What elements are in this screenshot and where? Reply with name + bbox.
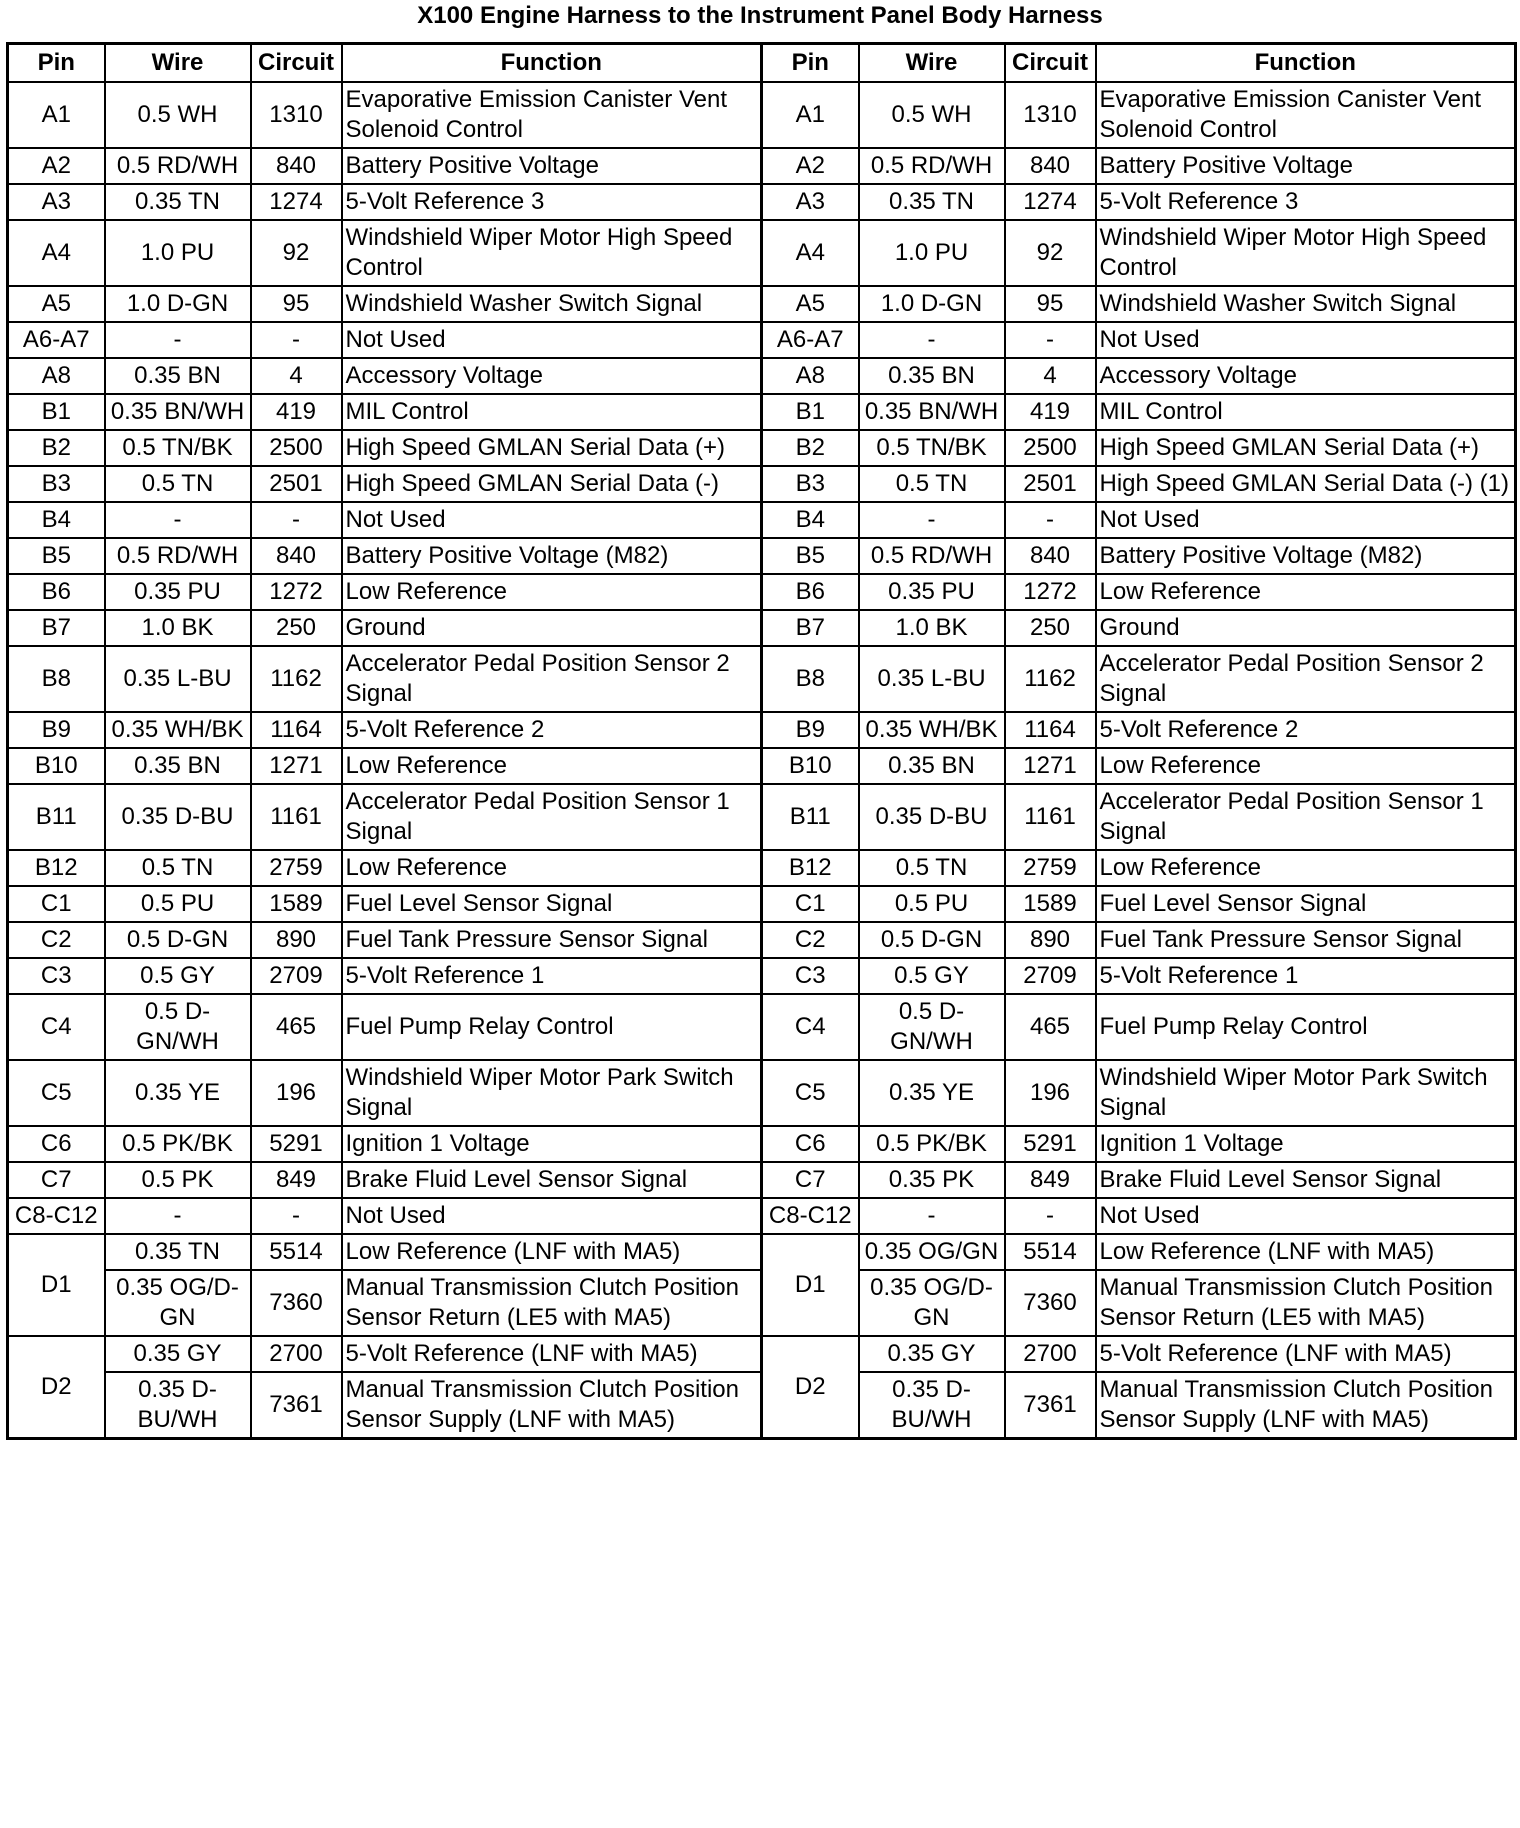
circuit-cell: 1161 xyxy=(1005,784,1096,850)
function-cell: Brake Fluid Level Sensor Signal xyxy=(1096,1162,1516,1198)
function-cell: Not Used xyxy=(1096,1198,1516,1234)
circuit-cell: 7360 xyxy=(251,1270,342,1336)
function-cell: MIL Control xyxy=(342,394,762,430)
circuit-cell: 5291 xyxy=(1005,1126,1096,1162)
pin-cell: C3 xyxy=(8,958,105,994)
wire-cell: 0.5 RD/WH xyxy=(105,538,251,574)
pin-cell: B4 xyxy=(762,502,859,538)
wire-cell: 0.5 WH xyxy=(105,82,251,148)
circuit-cell: 840 xyxy=(251,148,342,184)
function-cell: Fuel Tank Pressure Sensor Signal xyxy=(1096,922,1516,958)
pin-cell: B7 xyxy=(8,610,105,646)
pin-cell: B8 xyxy=(8,646,105,712)
circuit-cell: - xyxy=(1005,322,1096,358)
function-cell: Battery Positive Voltage xyxy=(1096,148,1516,184)
function-cell: Manual Transmission Clutch Position Sensor Supply (LNF with MA5) xyxy=(1096,1372,1516,1439)
pin-cell: B9 xyxy=(762,712,859,748)
circuit-cell: 840 xyxy=(1005,538,1096,574)
pin-cell: C6 xyxy=(762,1126,859,1162)
circuit-cell: 2700 xyxy=(1005,1336,1096,1372)
function-cell: Not Used xyxy=(342,502,762,538)
wire-cell: 0.5 PK xyxy=(105,1162,251,1198)
wire-cell: 0.35 GY xyxy=(859,1336,1005,1372)
pin-cell: B5 xyxy=(762,538,859,574)
table-row xyxy=(8,712,1516,748)
circuit-cell: 7361 xyxy=(1005,1372,1096,1439)
function-cell: Fuel Pump Relay Control xyxy=(1096,994,1516,1060)
circuit-cell: 1164 xyxy=(1005,712,1096,748)
wire-cell: 0.35 BN xyxy=(105,748,251,784)
table-row xyxy=(8,748,1516,784)
pin-cell: C1 xyxy=(8,886,105,922)
pin-cell: B1 xyxy=(8,394,105,430)
table-row xyxy=(8,958,1516,994)
table-row xyxy=(8,922,1516,958)
function-cell: High Speed GMLAN Serial Data (+) xyxy=(342,430,762,466)
table-header-row xyxy=(8,44,1516,83)
circuit-cell: 890 xyxy=(251,922,342,958)
function-cell: Fuel Pump Relay Control xyxy=(342,994,762,1060)
pin-cell: C2 xyxy=(762,922,859,958)
function-cell: Ignition 1 Voltage xyxy=(342,1126,762,1162)
wire-cell: 0.5 PU xyxy=(105,886,251,922)
wire-cell: 0.35 L-BU xyxy=(859,646,1005,712)
column-header-function: Function xyxy=(1096,44,1516,83)
wire-cell: 0.35 L-BU xyxy=(105,646,251,712)
circuit-cell: 465 xyxy=(1005,994,1096,1060)
circuit-cell: 1162 xyxy=(1005,646,1096,712)
pin-cell: B4 xyxy=(8,502,105,538)
circuit-cell: 1272 xyxy=(1005,574,1096,610)
wire-cell: 1.0 PU xyxy=(105,220,251,286)
table-row xyxy=(8,994,1516,1060)
wire-cell: 0.5 D-GN/WH xyxy=(859,994,1005,1060)
pin-cell: B8 xyxy=(762,646,859,712)
pin-cell: C4 xyxy=(8,994,105,1060)
wire-cell: 0.35 OG/GN xyxy=(859,1234,1005,1270)
wire-cell: 0.35 YE xyxy=(859,1060,1005,1126)
pin-cell: A8 xyxy=(762,358,859,394)
table-row xyxy=(8,322,1516,358)
function-cell: Low Reference xyxy=(342,850,762,886)
table-body xyxy=(8,82,1516,1439)
function-cell: Accessory Voltage xyxy=(1096,358,1516,394)
table-row xyxy=(8,610,1516,646)
circuit-cell: 196 xyxy=(1005,1060,1096,1126)
table-row xyxy=(8,1336,1516,1372)
wire-cell: 0.5 GY xyxy=(105,958,251,994)
table-row xyxy=(8,1060,1516,1126)
wire-cell: 0.35 TN xyxy=(105,1234,251,1270)
function-cell: 5-Volt Reference 1 xyxy=(1096,958,1516,994)
function-cell: Fuel Tank Pressure Sensor Signal xyxy=(342,922,762,958)
function-cell: Manual Transmission Clutch Position Sensor Return (LE5 with MA5) xyxy=(1096,1270,1516,1336)
circuit-cell: 419 xyxy=(251,394,342,430)
function-cell: Windshield Washer Switch Signal xyxy=(1096,286,1516,322)
pin-cell: B10 xyxy=(8,748,105,784)
wire-cell: 0.5 RD/WH xyxy=(859,148,1005,184)
pin-cell: A8 xyxy=(8,358,105,394)
circuit-cell: 196 xyxy=(251,1060,342,1126)
function-cell: Accelerator Pedal Position Sensor 2 Signal xyxy=(1096,646,1516,712)
function-cell: Not Used xyxy=(342,1198,762,1234)
circuit-cell: 1589 xyxy=(251,886,342,922)
wire-cell: 0.5 RD/WH xyxy=(105,148,251,184)
pin-cell: C8-C12 xyxy=(762,1198,859,1234)
table-row xyxy=(8,784,1516,850)
circuit-cell: 2709 xyxy=(1005,958,1096,994)
circuit-cell: 1589 xyxy=(1005,886,1096,922)
pin-cell: D2 xyxy=(8,1336,105,1439)
wire-cell: - xyxy=(105,1198,251,1234)
circuit-cell: 92 xyxy=(251,220,342,286)
wire-cell: 1.0 D-GN xyxy=(859,286,1005,322)
table-row xyxy=(8,466,1516,502)
function-cell: Low Reference xyxy=(1096,850,1516,886)
circuit-cell: 5291 xyxy=(251,1126,342,1162)
circuit-cell: - xyxy=(251,502,342,538)
wire-cell: 0.35 PU xyxy=(105,574,251,610)
circuit-cell: 1274 xyxy=(251,184,342,220)
wire-cell: - xyxy=(105,502,251,538)
table-row xyxy=(8,850,1516,886)
table-row xyxy=(8,358,1516,394)
pin-cell: A5 xyxy=(762,286,859,322)
column-header-pin: Pin xyxy=(762,44,859,83)
wire-cell: 0.5 D-GN/WH xyxy=(105,994,251,1060)
pin-cell: B2 xyxy=(8,430,105,466)
pin-cell: B1 xyxy=(762,394,859,430)
circuit-cell: 7361 xyxy=(251,1372,342,1439)
wire-cell: 0.35 TN xyxy=(105,184,251,220)
table-row xyxy=(8,1234,1516,1270)
pin-cell: C4 xyxy=(762,994,859,1060)
circuit-cell: 4 xyxy=(251,358,342,394)
column-header-circuit: Circuit xyxy=(251,44,342,83)
pin-cell: A1 xyxy=(8,82,105,148)
wire-cell: 0.5 TN/BK xyxy=(105,430,251,466)
wire-cell: 0.35 TN xyxy=(859,184,1005,220)
function-cell: Accelerator Pedal Position Sensor 2 Signal xyxy=(342,646,762,712)
wire-cell: 0.35 OG/D-GN xyxy=(859,1270,1005,1336)
circuit-cell: 1164 xyxy=(251,712,342,748)
circuit-cell: - xyxy=(1005,502,1096,538)
table-row xyxy=(8,502,1516,538)
wire-cell: 0.35 WH/BK xyxy=(105,712,251,748)
table-row xyxy=(8,1126,1516,1162)
wire-cell: 0.5 D-GN xyxy=(105,922,251,958)
pin-cell: B12 xyxy=(8,850,105,886)
circuit-cell: - xyxy=(251,322,342,358)
circuit-cell: - xyxy=(251,1198,342,1234)
function-cell: High Speed GMLAN Serial Data (-) xyxy=(342,466,762,502)
circuit-cell: 2501 xyxy=(1005,466,1096,502)
circuit-cell: 95 xyxy=(1005,286,1096,322)
function-cell: Battery Positive Voltage (M82) xyxy=(342,538,762,574)
circuit-cell: 2759 xyxy=(251,850,342,886)
circuit-cell: 849 xyxy=(251,1162,342,1198)
function-cell: Windshield Wiper Motor High Speed Control xyxy=(1096,220,1516,286)
wire-cell: 1.0 BK xyxy=(105,610,251,646)
function-cell: Low Reference xyxy=(1096,748,1516,784)
wire-cell: 0.5 WH xyxy=(859,82,1005,148)
circuit-cell: 1310 xyxy=(251,82,342,148)
wire-cell: 0.35 BN xyxy=(859,358,1005,394)
function-cell: Low Reference (LNF with MA5) xyxy=(342,1234,762,1270)
wire-cell: 0.5 TN xyxy=(105,466,251,502)
wire-cell: - xyxy=(859,322,1005,358)
pin-cell: A4 xyxy=(8,220,105,286)
circuit-cell: 2700 xyxy=(251,1336,342,1372)
function-cell: Accelerator Pedal Position Sensor 1 Signal xyxy=(1096,784,1516,850)
connector-pinout-table xyxy=(6,42,1517,1440)
wire-cell: 0.35 BN xyxy=(105,358,251,394)
circuit-cell: - xyxy=(1005,1198,1096,1234)
function-cell: 5-Volt Reference (LNF with MA5) xyxy=(342,1336,762,1372)
circuit-cell: 7360 xyxy=(1005,1270,1096,1336)
pin-cell: B3 xyxy=(8,466,105,502)
pin-cell: C8-C12 xyxy=(8,1198,105,1234)
pin-cell: A3 xyxy=(762,184,859,220)
circuit-cell: 2709 xyxy=(251,958,342,994)
function-cell: Not Used xyxy=(1096,322,1516,358)
function-cell: Evaporative Emission Canister Vent Solenoid Control xyxy=(342,82,762,148)
function-cell: Not Used xyxy=(342,322,762,358)
pin-cell: A2 xyxy=(8,148,105,184)
pin-cell: D2 xyxy=(762,1336,859,1439)
wire-cell: 0.35 D-BU/WH xyxy=(105,1372,251,1439)
wire-cell: 0.35 PU xyxy=(859,574,1005,610)
pin-cell: B10 xyxy=(762,748,859,784)
wire-cell: 0.35 YE xyxy=(105,1060,251,1126)
function-cell: Accessory Voltage xyxy=(342,358,762,394)
pin-cell: A2 xyxy=(762,148,859,184)
pin-cell: D1 xyxy=(8,1234,105,1336)
table-row xyxy=(8,394,1516,430)
circuit-cell: 840 xyxy=(1005,148,1096,184)
function-cell: 5-Volt Reference 2 xyxy=(1096,712,1516,748)
circuit-cell: 2500 xyxy=(1005,430,1096,466)
pin-cell: B2 xyxy=(762,430,859,466)
circuit-cell: 1310 xyxy=(1005,82,1096,148)
function-cell: High Speed GMLAN Serial Data (+) xyxy=(1096,430,1516,466)
pin-cell: B6 xyxy=(8,574,105,610)
circuit-cell: 2500 xyxy=(251,430,342,466)
function-cell: Fuel Level Sensor Signal xyxy=(1096,886,1516,922)
wire-cell: - xyxy=(859,1198,1005,1234)
table-row xyxy=(8,430,1516,466)
wire-cell: 1.0 BK xyxy=(859,610,1005,646)
column-header-pin: Pin xyxy=(8,44,105,83)
circuit-cell: 4 xyxy=(1005,358,1096,394)
circuit-cell: 890 xyxy=(1005,922,1096,958)
wire-cell: 0.35 BN/WH xyxy=(859,394,1005,430)
function-cell: Windshield Wiper Motor Park Switch Signal xyxy=(342,1060,762,1126)
pin-cell: B5 xyxy=(8,538,105,574)
circuit-cell: 419 xyxy=(1005,394,1096,430)
circuit-cell: 92 xyxy=(1005,220,1096,286)
function-cell: Battery Positive Voltage xyxy=(342,148,762,184)
circuit-cell: 95 xyxy=(251,286,342,322)
circuit-cell: 1162 xyxy=(251,646,342,712)
function-cell: Low Reference xyxy=(342,748,762,784)
circuit-cell: 849 xyxy=(1005,1162,1096,1198)
circuit-cell: 2501 xyxy=(251,466,342,502)
table-row xyxy=(8,886,1516,922)
wire-cell: 0.5 PK/BK xyxy=(859,1126,1005,1162)
wire-cell: 0.5 GY xyxy=(859,958,1005,994)
wire-cell: 0.35 BN xyxy=(859,748,1005,784)
pin-cell: B3 xyxy=(762,466,859,502)
wire-cell: 0.35 GY xyxy=(105,1336,251,1372)
circuit-cell: 465 xyxy=(251,994,342,1060)
function-cell: 5-Volt Reference 2 xyxy=(342,712,762,748)
table-row xyxy=(8,220,1516,286)
circuit-cell: 1272 xyxy=(251,574,342,610)
pin-cell: C5 xyxy=(762,1060,859,1126)
circuit-cell: 5514 xyxy=(251,1234,342,1270)
function-cell: Ground xyxy=(1096,610,1516,646)
pin-cell: A1 xyxy=(762,82,859,148)
pin-cell: A4 xyxy=(762,220,859,286)
pin-cell: C7 xyxy=(762,1162,859,1198)
wire-cell: 0.5 PK/BK xyxy=(105,1126,251,1162)
function-cell: Windshield Washer Switch Signal xyxy=(342,286,762,322)
pin-cell: A6-A7 xyxy=(8,322,105,358)
pin-cell: C5 xyxy=(8,1060,105,1126)
function-cell: Ignition 1 Voltage xyxy=(1096,1126,1516,1162)
pin-cell: C3 xyxy=(762,958,859,994)
pin-cell: B6 xyxy=(762,574,859,610)
wire-cell: 0.5 TN/BK xyxy=(859,430,1005,466)
table-row xyxy=(8,1162,1516,1198)
circuit-cell: 5514 xyxy=(1005,1234,1096,1270)
wire-cell: 0.5 D-GN xyxy=(859,922,1005,958)
table-row xyxy=(8,646,1516,712)
pin-cell: B11 xyxy=(762,784,859,850)
wire-cell: 0.35 D-BU xyxy=(105,784,251,850)
pin-cell: C2 xyxy=(8,922,105,958)
function-cell: Evaporative Emission Canister Vent Solenoid Control xyxy=(1096,82,1516,148)
function-cell: Fuel Level Sensor Signal xyxy=(342,886,762,922)
wire-cell: - xyxy=(105,322,251,358)
circuit-cell: 2759 xyxy=(1005,850,1096,886)
function-cell: MIL Control xyxy=(1096,394,1516,430)
column-header-wire: Wire xyxy=(105,44,251,83)
pin-cell: A3 xyxy=(8,184,105,220)
function-cell: Low Reference (LNF with MA5) xyxy=(1096,1234,1516,1270)
function-cell: 5-Volt Reference (LNF with MA5) xyxy=(1096,1336,1516,1372)
wire-cell: 0.35 WH/BK xyxy=(859,712,1005,748)
function-cell: High Speed GMLAN Serial Data (-) (1) xyxy=(1096,466,1516,502)
function-cell: Manual Transmission Clutch Position Sensor Supply (LNF with MA5) xyxy=(342,1372,762,1439)
wire-cell: 0.5 RD/WH xyxy=(859,538,1005,574)
pin-cell: A6-A7 xyxy=(762,322,859,358)
function-cell: 5-Volt Reference 1 xyxy=(342,958,762,994)
table-row xyxy=(8,538,1516,574)
wire-cell: 0.5 TN xyxy=(859,466,1005,502)
function-cell: Accelerator Pedal Position Sensor 1 Signal xyxy=(342,784,762,850)
pin-cell: B12 xyxy=(762,850,859,886)
table-row xyxy=(8,286,1516,322)
function-cell: Brake Fluid Level Sensor Signal xyxy=(342,1162,762,1198)
table-row xyxy=(8,82,1516,148)
function-cell: Not Used xyxy=(1096,502,1516,538)
connector-table-container xyxy=(6,42,1514,1440)
pin-cell: C1 xyxy=(762,886,859,922)
wire-cell: 0.35 BN/WH xyxy=(105,394,251,430)
circuit-cell: 250 xyxy=(1005,610,1096,646)
circuit-cell: 1271 xyxy=(251,748,342,784)
column-header-function: Function xyxy=(342,44,762,83)
wire-cell: 1.0 PU xyxy=(859,220,1005,286)
pin-cell: B11 xyxy=(8,784,105,850)
pin-cell: B7 xyxy=(762,610,859,646)
wire-cell: 0.35 OG/D-GN xyxy=(105,1270,251,1336)
function-cell: Low Reference xyxy=(342,574,762,610)
circuit-cell: 1161 xyxy=(251,784,342,850)
pin-cell: C7 xyxy=(8,1162,105,1198)
circuit-cell: 1271 xyxy=(1005,748,1096,784)
wire-cell: 0.35 D-BU xyxy=(859,784,1005,850)
wire-cell: 0.5 TN xyxy=(859,850,1005,886)
wire-cell: - xyxy=(859,502,1005,538)
circuit-cell: 250 xyxy=(251,610,342,646)
wire-cell: 0.5 PU xyxy=(859,886,1005,922)
function-cell: Windshield Wiper Motor Park Switch Signal xyxy=(1096,1060,1516,1126)
table-row xyxy=(8,574,1516,610)
function-cell: Battery Positive Voltage (M82) xyxy=(1096,538,1516,574)
pin-cell: A5 xyxy=(8,286,105,322)
function-cell: Manual Transmission Clutch Position Sensor Return (LE5 with MA5) xyxy=(342,1270,762,1336)
column-header-wire: Wire xyxy=(859,44,1005,83)
circuit-cell: 840 xyxy=(251,538,342,574)
table-row xyxy=(8,148,1516,184)
wire-cell: 0.5 TN xyxy=(105,850,251,886)
document-title: X100 Engine Harness to the Instrument Panel Body Harness xyxy=(417,2,1103,29)
function-cell: Low Reference xyxy=(1096,574,1516,610)
table-row xyxy=(8,184,1516,220)
function-cell: Windshield Wiper Motor High Speed Control xyxy=(342,220,762,286)
wire-cell: 0.35 D-BU/WH xyxy=(859,1372,1005,1439)
wire-cell: 0.35 PK xyxy=(859,1162,1005,1198)
pin-cell: B9 xyxy=(8,712,105,748)
column-header-circuit: Circuit xyxy=(1005,44,1096,83)
table-row xyxy=(8,1198,1516,1234)
pin-cell: D1 xyxy=(762,1234,859,1336)
pin-cell: C6 xyxy=(8,1126,105,1162)
wire-cell: 1.0 D-GN xyxy=(105,286,251,322)
circuit-cell: 1274 xyxy=(1005,184,1096,220)
function-cell: Ground xyxy=(342,610,762,646)
function-cell: 5-Volt Reference 3 xyxy=(1096,184,1516,220)
function-cell: 5-Volt Reference 3 xyxy=(342,184,762,220)
